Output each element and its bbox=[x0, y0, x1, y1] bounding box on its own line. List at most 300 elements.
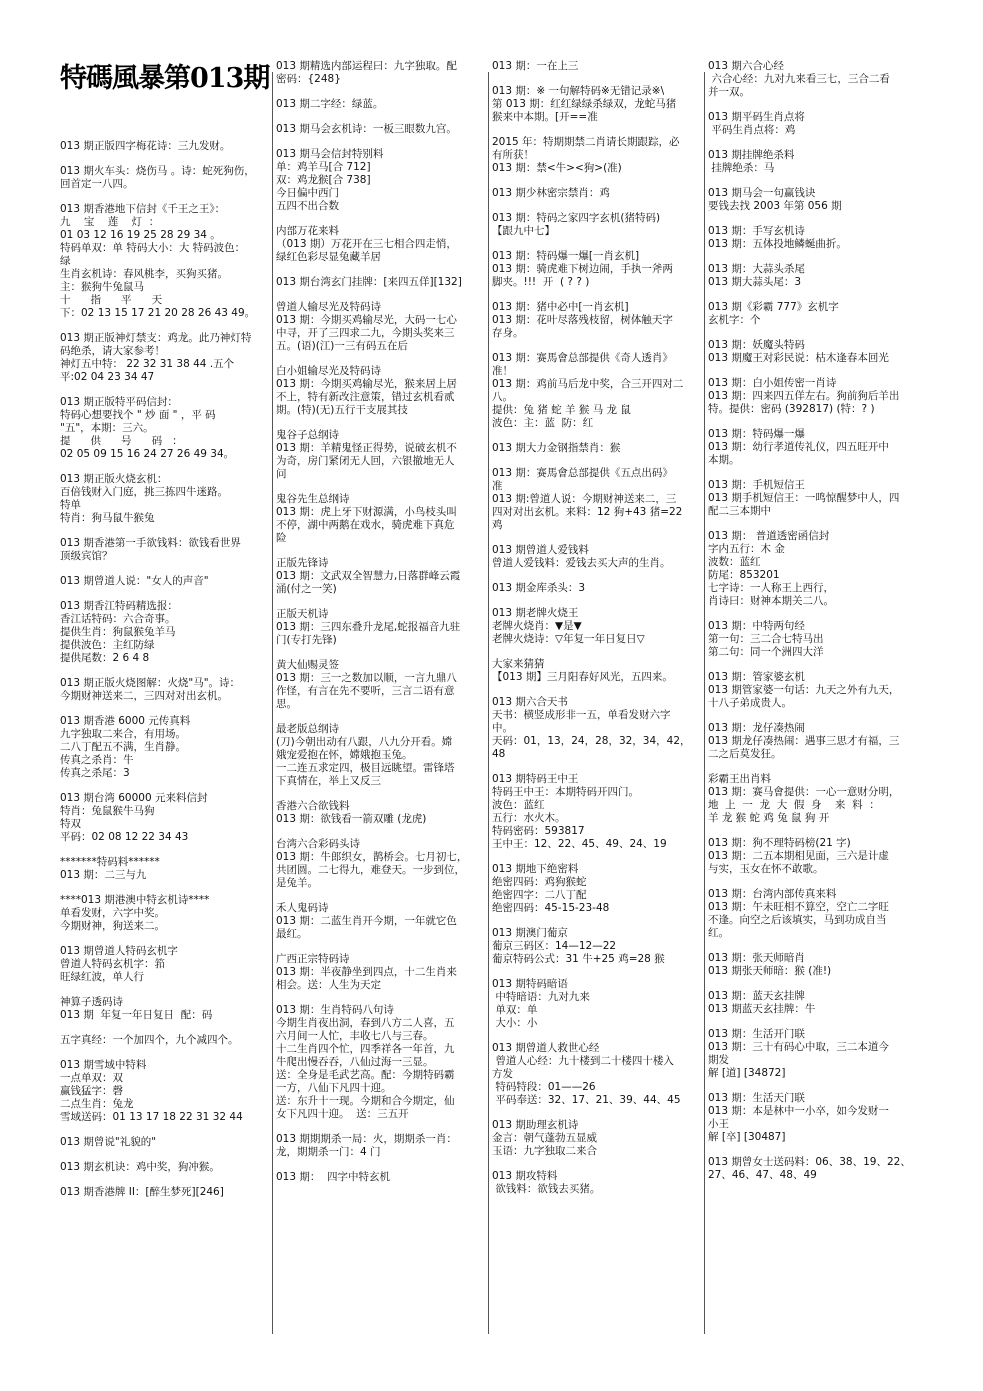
text-line: 013 期：牛郎织女，鹊桥会。七月初七， bbox=[276, 851, 468, 863]
text-line: 七字诗：一人称王上西行， bbox=[708, 582, 834, 594]
text-line: 013 期手机短信王：一鸣惊醒梦中人，四 bbox=[708, 492, 900, 504]
text-line: 单看发财，六字中奖。 bbox=[60, 907, 165, 919]
text-line: 准 bbox=[492, 480, 503, 492]
text-line: 013 期：生肖特码八句诗 bbox=[276, 1004, 394, 1016]
text-line: 013 期：生活开门联 bbox=[708, 1028, 805, 1040]
text-line: 小王 bbox=[708, 1118, 729, 1130]
text-line: 二之后莫发狂。 bbox=[708, 748, 782, 760]
text-line: 一方，八仙下凡四十迎。 bbox=[276, 1082, 392, 1094]
text-block bbox=[708, 620, 920, 659]
text-block bbox=[492, 696, 702, 761]
text-line: 波色：主：蓝 防：红 bbox=[492, 417, 594, 429]
text-line: 与实，玉女在怀不敢歌。 bbox=[708, 863, 824, 875]
text-line: 013 期 年复一年日复日 配：码 bbox=[60, 1009, 213, 1021]
text-block bbox=[492, 301, 702, 340]
text-line: 绝密四码：鸡狗猴蛇 bbox=[492, 876, 587, 888]
text-line: 013 期曾道人救世心经 bbox=[492, 1042, 600, 1054]
text-line: 013 期：赛马會提供：一心一意财分明， bbox=[708, 786, 900, 798]
text-block bbox=[492, 927, 702, 966]
text-line: 提供：兔 猪 蛇 羊 猴 马 龙 鼠 bbox=[492, 404, 631, 416]
text-line: 013 期：妖魔头特码 bbox=[708, 339, 805, 351]
text-block bbox=[60, 1136, 268, 1149]
text-line: 期。(特)(无)五行干支展其技 bbox=[276, 404, 408, 416]
text-line: 王中王：12、22、45、49、24、19 bbox=[492, 838, 667, 850]
text-block bbox=[60, 894, 268, 933]
text-block bbox=[60, 600, 268, 665]
text-line: 十八子弟成贵人。 bbox=[708, 697, 792, 709]
text-line: ****013 期港澳中特玄机诗**** bbox=[60, 894, 210, 906]
text-block bbox=[492, 863, 702, 915]
text-line: 配二三本期中 bbox=[708, 505, 771, 517]
text-line: 正版天机诗 bbox=[276, 608, 329, 620]
text-line: 013 期香港地下信封《千王之王》： bbox=[60, 203, 226, 215]
text-block bbox=[708, 1028, 920, 1080]
text-line: 013 期：三十有码心中取，三二本道今 bbox=[708, 1041, 889, 1053]
text-line: 平码：02 08 12 22 34 43 bbox=[60, 831, 189, 843]
text-line: 黄大仙赐灵签 bbox=[276, 659, 339, 671]
text-line: 013 期台湾 60000 元来料信封 bbox=[60, 792, 208, 804]
text-line: 提供波色：主红防绿 bbox=[60, 639, 155, 651]
text-line: 二点生肖：兔龙 bbox=[60, 1098, 134, 1110]
text-line: 回首定一八四。 bbox=[60, 178, 134, 190]
text-block bbox=[276, 60, 486, 86]
text-line: 013 期平码生肖点将 bbox=[708, 111, 805, 123]
text-line: 特双 bbox=[60, 818, 81, 830]
text-line: 013 期：手机短信王 bbox=[708, 479, 805, 491]
text-line: 平码生肖点将：鸡 bbox=[708, 124, 796, 136]
text-line: 013 期：赛馬會总部提供《五点出码》 bbox=[492, 467, 673, 479]
text-block bbox=[276, 493, 486, 545]
text-line: 一二连五求定四，极目远眺望。雷锋塔 bbox=[276, 762, 455, 774]
text-line: 天书：横竖成形非一五，单看发财六字 bbox=[492, 709, 671, 721]
text-line: 今期生肖夜出洞，春到八方二人喜，五 bbox=[276, 1017, 455, 1029]
text-line: 四对对出玄机。来料：12 狗+43 猪=22 bbox=[492, 506, 683, 518]
text-line: 不逢。向空之后该填实，马到功成自当 bbox=[708, 914, 887, 926]
text-block bbox=[492, 1042, 702, 1107]
text-line: 准！ bbox=[492, 365, 513, 377]
text-block bbox=[276, 1133, 486, 1159]
text-line: 013 期正版四字梅花诗：三九发财。 bbox=[60, 140, 231, 152]
text-block bbox=[708, 339, 920, 365]
text-block bbox=[492, 467, 702, 532]
text-line: 013 期：四来四五佯左右。狗前狗后羊出 bbox=[708, 390, 900, 402]
text-line: 特码单双：单 特码大小：大 特码波色： bbox=[60, 242, 246, 254]
text-line: 013 期：张天师暗肖 bbox=[708, 952, 805, 964]
text-line: 生肖玄机诗：春风桃李，买狗买猪。 bbox=[60, 268, 228, 280]
text-line: 香港六合欲钱料 bbox=[276, 800, 350, 812]
text-line: 013 期：文武双全智慧力,日落群峰云霞 bbox=[276, 570, 461, 582]
text-line: 字内五行：木 金 bbox=[708, 543, 785, 555]
text-line: 鸡 bbox=[492, 519, 503, 531]
text-line: 013 期：蓝天玄挂牌 bbox=[708, 990, 805, 1002]
text-line: 六月间一人忙，丰收七八与三春。 bbox=[276, 1030, 434, 1042]
text-line: 台湾六合彩码头诗 bbox=[276, 838, 360, 850]
text-line: 曾道人心经：九十楼到二十楼四十楼入 bbox=[492, 1055, 674, 1067]
text-line: 是兔羊。 bbox=[276, 877, 318, 889]
text-line: 013 期雪域中特料 bbox=[60, 1059, 147, 1071]
text-line: 013 期火车头：烧伤马 。诗：蛇死狗伤， bbox=[60, 165, 255, 177]
text-block bbox=[708, 187, 920, 213]
text-block bbox=[276, 557, 486, 596]
text-line: 013 期：三一之数加以顺，一言九鼎八 bbox=[276, 672, 457, 684]
text-line: 013 期：特码爆一爆[一肖玄机] bbox=[492, 250, 640, 262]
text-line: （013 期）万花开在三七相合四走悄， bbox=[276, 238, 457, 250]
text-block bbox=[60, 1059, 268, 1124]
text-line: 013 期玄机诀：鸡中奖，狗冲猴。 bbox=[60, 1161, 220, 1173]
text-line: 门(专打先锋) bbox=[276, 634, 337, 646]
text-line: 要钱去找 2003 年第 056 期 bbox=[708, 200, 842, 212]
text-line: 中。 bbox=[492, 722, 513, 734]
text-line: 波色：蓝红 bbox=[492, 799, 545, 811]
text-block bbox=[492, 658, 702, 684]
text-line: 27、46、47、48、49 bbox=[708, 1169, 817, 1181]
text-line: 2015 年：特期期禁二肖请长期跟踪，必 bbox=[492, 136, 680, 148]
text-line: 013 期马会信封特别料 bbox=[276, 148, 384, 160]
text-line: 【跟九中七】 bbox=[492, 225, 555, 237]
text-line: 013 期：羊精鬼怪正得势，说破玄机不 bbox=[276, 442, 457, 454]
text-block bbox=[276, 365, 486, 417]
text-block bbox=[492, 352, 702, 430]
text-line: 013 期金库杀头：3 bbox=[492, 582, 586, 594]
text-line: 六合心经：九对九来看三七，三合二看 bbox=[708, 73, 890, 85]
text-line: 013 期大蒜头尾：3 bbox=[708, 276, 802, 288]
text-line: 平码奉送：32、17、21、39、44、45 bbox=[492, 1094, 681, 1106]
text-line: 欲钱料：欲钱去买猪。 bbox=[492, 1183, 601, 1195]
text-line: 013 期少林密宗禁肖：鸡 bbox=[492, 187, 610, 199]
text-line: 解 [道] [34872] bbox=[708, 1067, 786, 1079]
text-line: 013 期：花叶尽落残枝留，树体触天字 bbox=[492, 314, 673, 326]
text-line: 老牌火烧诗：▽年复一年日复日▽ bbox=[492, 633, 645, 645]
text-line: 老牌火烧肖：▼是▼ bbox=[492, 620, 582, 632]
text-line: 013 期：赛馬會总部提供《奇人透肖》 bbox=[492, 352, 673, 364]
text-line: 曾道人输尽光及特码诗 bbox=[276, 301, 381, 313]
text-block bbox=[492, 1119, 702, 1158]
text-line: 013 期魔王对彩民说：枯木逢春本回光 bbox=[708, 352, 889, 364]
text-line: 单双：单 bbox=[492, 1004, 538, 1016]
text-line: 48 bbox=[492, 748, 506, 760]
text-block bbox=[708, 1156, 920, 1182]
text-line: 013 期蓝天玄挂牌：牛 bbox=[708, 1003, 816, 1015]
text-block bbox=[276, 838, 486, 890]
text-line: 013 期六合心经 bbox=[708, 60, 784, 72]
text-line: 涌(付之一笑) bbox=[276, 583, 337, 595]
text-block bbox=[60, 996, 268, 1022]
text-line: 绝密四字：二八丁配 bbox=[492, 889, 587, 901]
text-block bbox=[276, 1171, 486, 1184]
column-4 bbox=[708, 60, 920, 1194]
text-block bbox=[276, 902, 486, 941]
text-block bbox=[60, 1186, 268, 1199]
text-line: 013 期：中特两句经 bbox=[708, 620, 805, 632]
text-line: 方发 bbox=[492, 1068, 513, 1080]
text-line: 作怪，有言在先不要听，三言二语有意 bbox=[276, 685, 455, 697]
text-line: 相会。送：人生为天定 bbox=[276, 979, 381, 991]
text-line: 提供尾数：2 6 4 8 bbox=[60, 652, 150, 664]
text-line: 013 期曾女士送码料：06、38、19、22、 bbox=[708, 1156, 911, 1168]
text-block bbox=[276, 225, 486, 264]
text-block bbox=[708, 888, 920, 940]
text-line: 013 期：手写玄机诗 bbox=[708, 225, 805, 237]
text-block bbox=[60, 945, 268, 984]
text-line: 挂牌绝杀：马 bbox=[708, 162, 775, 174]
text-block bbox=[708, 60, 920, 99]
text-block bbox=[60, 856, 268, 882]
text-line: 013 期：台湾内部传真来料 bbox=[708, 888, 837, 900]
text-line: 第一句：三二合七特马出 bbox=[708, 633, 824, 645]
text-line: 013 期精选内部运程曰：九字独取。配 bbox=[276, 60, 457, 72]
text-block bbox=[708, 530, 920, 608]
text-block bbox=[276, 953, 486, 992]
text-line: 下真情在，举上又反三 bbox=[276, 775, 381, 787]
text-line: 02 05 09 15 16 24 27 26 49 34。 bbox=[60, 448, 235, 460]
text-block bbox=[60, 1161, 268, 1174]
text-line: 013 期助理玄机诗 bbox=[492, 1119, 579, 1131]
text-block bbox=[708, 722, 920, 761]
text-block bbox=[708, 1092, 920, 1144]
text-line: 单：鸡羊马[合 712] bbox=[276, 161, 371, 173]
text-line: 地 上 一 龙 大 假 身 来 料 ： bbox=[708, 799, 880, 811]
text-line: 娥宠爱抱在怀，嫦娥抱玉兔。 bbox=[276, 749, 413, 761]
text-line: 脚夹。!!! 开 ( ? ? ) bbox=[492, 276, 590, 288]
text-line: 大家来猜猜 bbox=[492, 658, 545, 670]
text-block bbox=[276, 800, 486, 826]
text-line: 013 期：幼行孝道传礼仪，四五旺开中 bbox=[708, 441, 889, 453]
text-line: 彩霸王出肖料 bbox=[708, 773, 771, 785]
text-line: 传真之杀尾：3 bbox=[60, 767, 130, 779]
text-line: 提供生肖：狗鼠猴兔羊马 bbox=[60, 626, 176, 638]
text-line: (刀)今朝出动有八跟，八九分开看。嫦 bbox=[276, 736, 453, 748]
text-line: 防尾：853201 bbox=[708, 569, 780, 581]
text-line: 白小姐输尽光及特码诗 bbox=[276, 365, 381, 377]
text-line: 一点单双：双 bbox=[60, 1072, 123, 1084]
text-line: 肖诗曰：财神本期关二八。 bbox=[708, 595, 834, 607]
text-line: 013 期：特码之家四字玄机(猪特码) bbox=[492, 212, 661, 224]
text-line: 013 期：半夜静坐到四点，十二生肖来 bbox=[276, 966, 457, 978]
text-line: 013 期马会一句赢钱诀 bbox=[708, 187, 816, 199]
text-line: 绿 bbox=[60, 255, 71, 267]
text-block bbox=[60, 792, 268, 844]
text-line: 二八丁配五不满，生肖静。 bbox=[60, 741, 186, 753]
text-block bbox=[492, 544, 702, 570]
text-line: 013 期特码王中王 bbox=[492, 773, 579, 785]
text-line: 雪域送码：01 13 17 18 22 31 32 44 bbox=[60, 1111, 243, 1123]
text-line: 五字真经：一个加四个，九个减四个。 bbox=[60, 1034, 239, 1046]
text-line: 红。 bbox=[708, 927, 729, 939]
text-line: 神算子透码诗 bbox=[60, 996, 123, 1008]
text-block bbox=[708, 149, 920, 175]
text-block bbox=[708, 428, 920, 467]
text-line: 013 期曾道人说："女人的声音" bbox=[60, 575, 209, 587]
column-1 bbox=[60, 140, 268, 1211]
text-line: 013 期：禁<牛><狗>(准) bbox=[492, 162, 622, 174]
text-line: 013 期期期杀一局：火，期期杀一肖： bbox=[276, 1133, 457, 1145]
text-line: 013 期：骑虎难下树边闹，手执一斧两 bbox=[492, 263, 673, 275]
text-line: 013 期：欲钱看一箭双雕 (龙虎) bbox=[276, 813, 427, 825]
text-line: 本期。 bbox=[708, 454, 740, 466]
text-line: 013 期挂牌绝杀料 bbox=[708, 149, 795, 161]
text-block bbox=[276, 148, 486, 213]
text-line: 广西正宗特码诗 bbox=[276, 953, 350, 965]
text-line: 八。 bbox=[492, 391, 513, 403]
text-line: 013 期管家婆一句话：九天之外有九天， bbox=[708, 684, 900, 696]
text-line: 鬼谷先生总纲诗 bbox=[276, 493, 350, 505]
text-line: 波数：蓝红 bbox=[708, 556, 761, 568]
text-line: 013 期：龙仔凑热闹 bbox=[708, 722, 805, 734]
text-block bbox=[276, 1004, 486, 1121]
text-block bbox=[276, 276, 486, 289]
text-block bbox=[492, 773, 702, 851]
text-line: 013 期曾道人爱钱料 bbox=[492, 544, 589, 556]
text-block bbox=[276, 123, 486, 136]
text-line: 013 期：特码爆一爆 bbox=[708, 428, 805, 440]
text-line: 中寻，开了三四求二九，今期头奖来三 bbox=[276, 327, 455, 339]
text-line: 最红。 bbox=[276, 928, 308, 940]
text-line: 期发 bbox=[708, 1054, 729, 1066]
text-block bbox=[492, 187, 702, 200]
text-line: 013 期曾说"礼貌的" bbox=[60, 1136, 157, 1148]
text-block bbox=[60, 715, 268, 780]
text-line: 猴来中本期。[开==准 bbox=[492, 111, 598, 123]
text-block bbox=[276, 429, 486, 481]
text-block bbox=[276, 98, 486, 111]
text-block bbox=[492, 136, 702, 175]
text-block bbox=[60, 332, 268, 384]
text-line: 玉语：九字独取二来合 bbox=[492, 1145, 597, 1157]
text-block bbox=[276, 659, 486, 711]
text-line: 013 期曾道人特码玄机字 bbox=[60, 945, 178, 957]
text-line: 密码：{248} bbox=[276, 73, 341, 85]
text-line: 香江话特码：六合奇事。 bbox=[60, 613, 176, 625]
text-block bbox=[708, 225, 920, 251]
text-line: 赢钱猛字：磬 bbox=[60, 1085, 123, 1097]
text-block bbox=[708, 377, 920, 416]
text-line: 013 期：今期买鸡输尽光，大码一七心 bbox=[276, 314, 457, 326]
text-line: 013 期澳门葡京 bbox=[492, 927, 568, 939]
text-line: 013 期：三四东叠升龙尾,蛇报福音九驻 bbox=[276, 621, 461, 633]
text-line: 013 期： 四字中特玄机 bbox=[276, 1171, 391, 1183]
text-line: 思。 bbox=[276, 698, 297, 710]
text-line: 大小：小 bbox=[492, 1017, 538, 1029]
text-line: 金言：朝气蓬勃五显威 bbox=[492, 1132, 597, 1144]
text-block bbox=[60, 677, 268, 703]
text-line: 为奇，房门紧闭无人回，六银撤地无人 bbox=[276, 455, 455, 467]
text-line: 葡京特码公式：31 牛+25 鸡=28 猴 bbox=[492, 953, 665, 965]
text-line: 第二句：同一个洲四大洋 bbox=[708, 646, 824, 658]
text-line: 013 期香江特码精选报： bbox=[60, 600, 178, 612]
text-line: 今期财神，狗送来二。 bbox=[60, 920, 165, 932]
text-line: 013 期：二三与九 bbox=[60, 869, 147, 881]
text-line: 013 期：管家婆玄机 bbox=[708, 671, 805, 683]
text-block bbox=[276, 723, 486, 788]
text-line: 特码密码：593817 bbox=[492, 825, 585, 837]
text-line: 013 期： 普道透密函信封 bbox=[708, 530, 830, 542]
text-line: 五四不出合数 bbox=[276, 200, 339, 212]
text-block bbox=[492, 60, 702, 73]
text-line: 正版先锋诗 bbox=[276, 557, 329, 569]
text-line: 013 期正版火烧玄机： bbox=[60, 473, 168, 485]
text-line: 013 期龙仔凑热闹：遇事三思才有福，三 bbox=[708, 735, 900, 747]
text-line: 013 期大力金钢指禁肖：猴 bbox=[492, 442, 621, 454]
column-3 bbox=[492, 60, 702, 1208]
text-block bbox=[60, 473, 268, 525]
text-line: 013 期：猪中必中[一肖玄机] bbox=[492, 301, 629, 313]
text-line: 最老版总纲诗 bbox=[276, 723, 339, 735]
text-block bbox=[60, 396, 268, 461]
text-block bbox=[60, 203, 268, 320]
text-line: 013 期六合天书 bbox=[492, 696, 568, 708]
text-block bbox=[492, 212, 702, 238]
text-block bbox=[708, 263, 920, 289]
text-line: 女下凡四十迎。 送：三五开 bbox=[276, 1108, 409, 1120]
text-block bbox=[276, 608, 486, 647]
text-line: 013 期：五体投地鳞蜒曲折。 bbox=[708, 238, 847, 250]
text-line: 特码特段：01——26 bbox=[492, 1081, 596, 1093]
text-block bbox=[60, 165, 268, 191]
text-line: 013 期地下绝密料 bbox=[492, 863, 579, 875]
text-line: 有所获！ bbox=[492, 149, 534, 161]
text-line: 013 期香港牌 II：[醉生梦死][246] bbox=[60, 1186, 224, 1198]
text-line: 提 供 号 码 ： bbox=[60, 435, 183, 447]
text-block bbox=[708, 990, 920, 1016]
text-line: 平:02 04 23 34 47 bbox=[60, 371, 155, 383]
text-block bbox=[492, 250, 702, 289]
text-line: 特肖：兔鼠猴牛马狗 bbox=[60, 805, 155, 817]
text-block bbox=[60, 140, 268, 153]
text-block bbox=[708, 773, 920, 825]
text-line: 01 03 12 16 19 25 28 29 34 。 bbox=[60, 229, 221, 241]
text-line: 绝密四码：45-15-23-48 bbox=[492, 902, 610, 914]
text-block bbox=[492, 978, 702, 1030]
text-line: 百倍钱财入门庭，挑三拣四牛迷路。 bbox=[60, 486, 228, 498]
text-line: 013 期：狗不理特码榜(21 字) bbox=[708, 837, 851, 849]
text-line: 013 期正版火烧图解：火烧"马"。诗： bbox=[60, 677, 241, 689]
text-line: 013 期马会玄机诗：一板三眼数九宫。 bbox=[276, 123, 457, 135]
text-line: 【013 期】三月阳春好风光，五四来。 bbox=[492, 671, 673, 683]
text-line: 013 期香港第一手欲钱料：欲钱看世界 bbox=[60, 537, 241, 549]
text-line: 013 期：※ 一句解特码※无错记录※\ bbox=[492, 85, 665, 97]
text-block bbox=[60, 537, 268, 563]
text-line: 013 期正版神灯禁支：鸡龙。此乃神灯特 bbox=[60, 332, 252, 344]
text-line: 旺绿红波，单人行 bbox=[60, 971, 144, 983]
text-line: 绿红色彩尽显兔藏羊居 bbox=[276, 251, 381, 263]
text-block bbox=[708, 671, 920, 710]
text-line: 码绝杀，请大家参考！ bbox=[60, 345, 165, 357]
text-block bbox=[60, 575, 268, 588]
text-line: 牛爬出慢吞吞，八仙过海一三显。 bbox=[276, 1056, 434, 1068]
text-line: 十二生肖四个忙，四季祥各一年首，九 bbox=[276, 1043, 455, 1055]
text-line: 013 期台湾玄门挂牌：[来四五佯][132] bbox=[276, 276, 462, 288]
text-line: *******特码料****** bbox=[60, 856, 160, 868]
text-line: 013 期正版特平码信封： bbox=[60, 396, 178, 408]
text-line: 013 期：白小姐传密一肖诗 bbox=[708, 377, 837, 389]
text-line: 共团圆。二七得九，难登天。一步到位， bbox=[276, 864, 465, 876]
text-block bbox=[492, 607, 702, 646]
text-line: 013 期特码暗语 bbox=[492, 978, 568, 990]
text-line: 送：全身是毛武艺高。配：今期特码霸 bbox=[276, 1069, 455, 1081]
text-line: 存身。 bbox=[492, 327, 524, 339]
text-line: 013 期：本是林中一小卒，如今发财一 bbox=[708, 1105, 889, 1117]
text-line: 险 bbox=[276, 532, 287, 544]
text-line: 013 期二字经：绿蓝。 bbox=[276, 98, 384, 110]
text-line: 013 期：生活天门联 bbox=[708, 1092, 805, 1104]
text-block bbox=[708, 111, 920, 137]
text-line: 九 宝 莲 灯 ： bbox=[60, 216, 160, 228]
text-line: 送：东升十一现。今期和合今期定，仙 bbox=[276, 1095, 455, 1107]
text-line: 曾道人爱钱料：爱钱去买大声的生肖。 bbox=[492, 557, 671, 569]
text-line: 九字独取二来合，有用场。 bbox=[60, 728, 186, 740]
text-line: 013 期：二蓝生肖开今期，一年就它色 bbox=[276, 915, 457, 927]
text-line: 十 指 平 天 bbox=[60, 294, 163, 306]
